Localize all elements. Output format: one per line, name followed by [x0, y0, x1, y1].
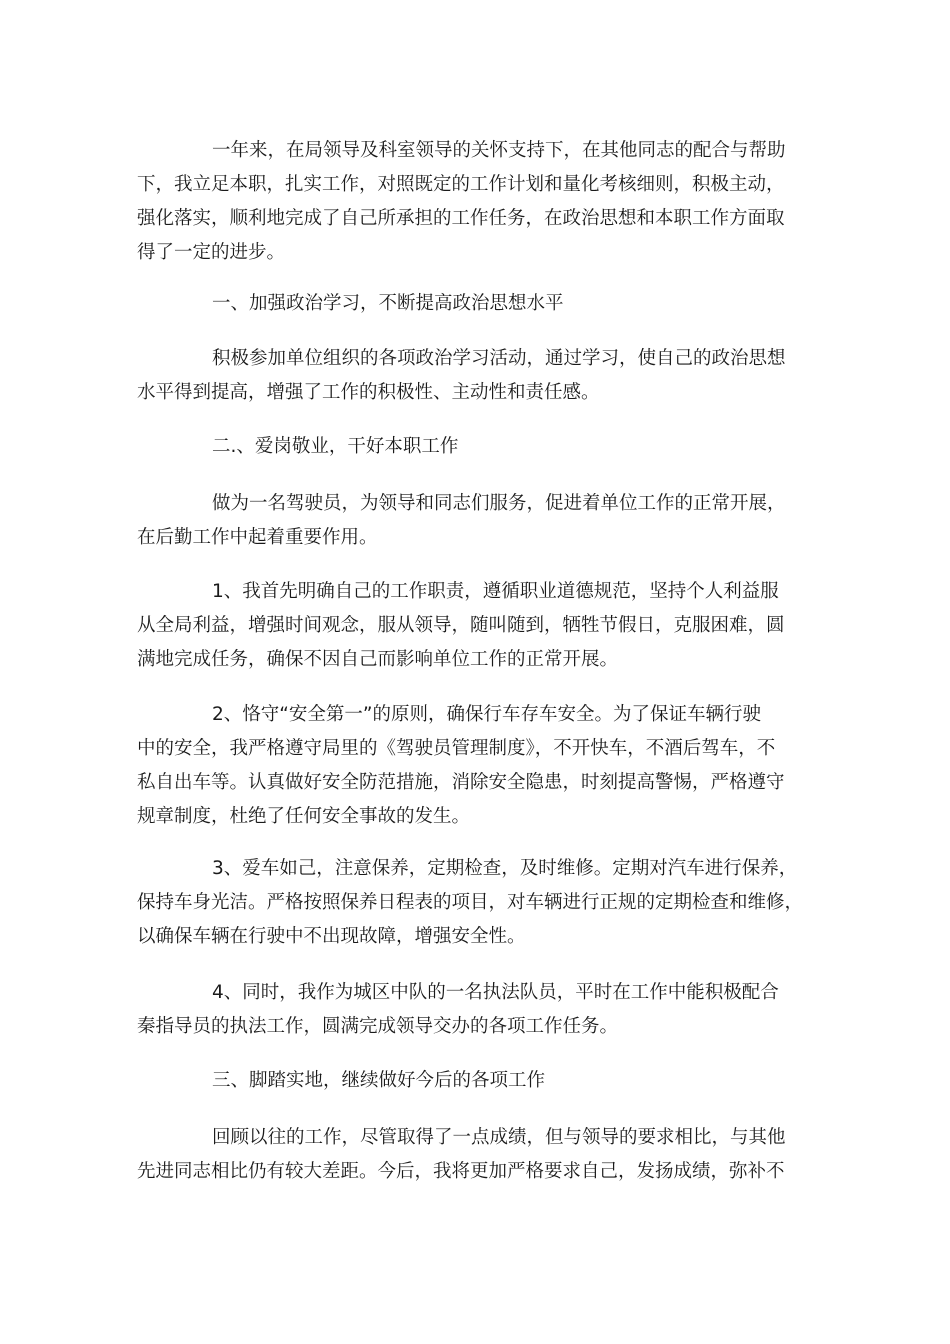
text-line: 中的安全，我严格遵守局里的《驾驶员管理制度》，不开快车，不酒后驾车，不 — [137, 738, 776, 759]
text-line: 2、恪守“安全第一”的原则，确保行车存车安全。为了保证车辆行驶 — [212, 704, 761, 725]
text-line: 4、同时，我作为城区中队的一名执法队员，平时在工作中能积极配合 — [212, 982, 779, 1003]
paragraph-driver — [137, 487, 827, 555]
heading-text: 一、加强政治学习，不断提高政治思想水平 — [212, 293, 564, 314]
text-line: 做为一名驾驶员，为领导和同志们服务，促进着单位工作的正常开展， — [212, 493, 786, 514]
text-line: 秦指导员的执法工作，圆满完成领导交办的各项工作任务。 — [137, 1016, 619, 1037]
text-line: 1、我首先明确自己的工作职责，遵循职业道德规范，坚持个人利益服 — [212, 581, 779, 602]
list-item-1 — [137, 575, 827, 677]
text-line: 水平得到提高，增强了工作的积极性、主动性和责任感。 — [137, 382, 600, 403]
text-line: 以确保车辆在行驶中不出现故障，增强安全性。 — [137, 926, 526, 947]
list-item-4 — [137, 976, 827, 1044]
list-item-3 — [137, 852, 827, 954]
text-line: 保持车身光洁。严格按照保养日程表的项目，对车辆进行正规的定期检查和维修， — [137, 892, 804, 913]
text-line: 3、爱车如己，注意保养，定期检查，及时维修。定期对汽车进行保养， — [212, 858, 798, 879]
heading-text: 三、脚踏实地，继续做好今后的各项工作 — [212, 1070, 546, 1091]
paragraph-politics — [137, 342, 827, 410]
heading-text: 二.、爱岗敬业，干好本职工作 — [212, 436, 459, 457]
text-line: 积极参加单位组织的各项政治学习活动，通过学习，使自己的政治思想 — [212, 348, 786, 369]
text-line: 在后勤工作中起着重要作用。 — [137, 527, 378, 548]
text-line: 满地完成任务，确保不因自己而影响单位工作的正常开展。 — [137, 649, 619, 670]
section-heading-1 — [137, 287, 827, 321]
text-line: 私自出车等。认真做好安全防范措施，消除安全隐患，时刻提高警惕，严格遵守 — [137, 772, 785, 793]
paragraph-future — [137, 1121, 827, 1189]
text-line: 先进同志相比仍有较大差距。今后，我将更加严格要求自己，发扬成绩，弥补不 — [137, 1161, 785, 1182]
text-line: 得了一定的进步。 — [137, 242, 286, 263]
text-line: 强化落实，顺利地完成了自己所承担的工作任务，在政治思想和本职工作方面取 — [137, 208, 785, 229]
paragraph-intro — [137, 134, 827, 270]
text-line: 规章制度，杜绝了任何安全事故的发生。 — [137, 806, 471, 827]
list-item-2 — [137, 698, 827, 834]
text-line: 一年来，在局领导及科室领导的关怀支持下，在其他同志的配合与帮助 — [212, 140, 786, 161]
section-heading-3 — [137, 1064, 827, 1098]
text-line: 从全局利益，增强时间观念，服从领导，随叫随到，牺牲节假日，克服困难，圆 — [137, 615, 785, 636]
text-line: 下，我立足本职，扎实工作，对照既定的工作计划和量化考核细则，积极主动， — [137, 174, 785, 195]
text-line: 回顾以往的工作，尽管取得了一点成绩，但与领导的要求相比，与其他 — [212, 1127, 786, 1148]
section-heading-2 — [137, 430, 827, 464]
